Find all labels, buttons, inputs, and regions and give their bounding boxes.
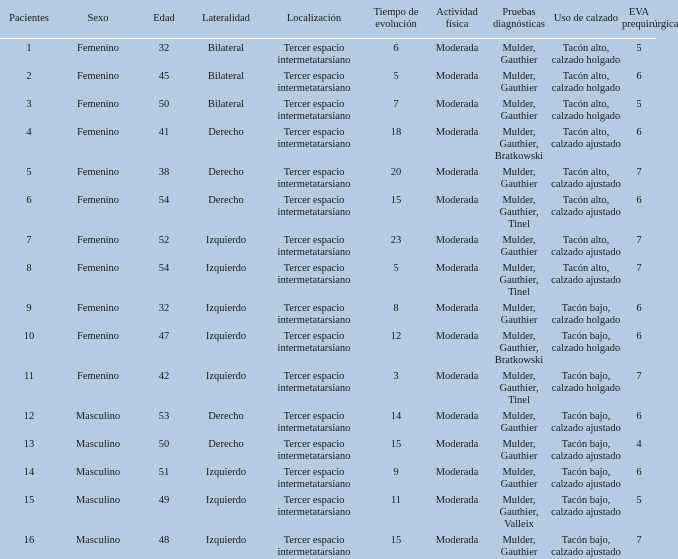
localizacion-line: intermetatarsiano xyxy=(262,507,366,519)
prueba-line: Gauthier xyxy=(488,55,550,67)
table-row xyxy=(0,95,656,123)
calzado-line: calzado ajustado xyxy=(550,275,622,287)
cell-localizacion xyxy=(262,163,366,191)
cell-paciente: 3 xyxy=(0,95,58,123)
calzado-line: Tacón bajo, xyxy=(550,411,622,423)
table-row xyxy=(0,191,656,231)
cell-lateralidad: Izquierdo xyxy=(190,531,262,559)
calzado-line: Tacón alto, xyxy=(550,99,622,111)
cell-edad: 52 xyxy=(138,231,190,259)
cell-calzado xyxy=(550,407,622,435)
cell-tiempo: 14 xyxy=(366,407,426,435)
prueba-line: Gauthier xyxy=(488,479,550,491)
localizacion-line: intermetatarsiano xyxy=(262,207,366,219)
table-row xyxy=(0,163,656,191)
calzado-line: Tacón alto, xyxy=(550,43,622,55)
cell-calzado xyxy=(550,123,622,163)
prueba-line: Mulder, xyxy=(488,467,550,479)
cell-actividad: Moderada xyxy=(426,231,488,259)
cell-tiempo: 15 xyxy=(366,435,426,463)
table-row xyxy=(0,435,656,463)
cell-pruebas xyxy=(488,299,550,327)
localizacion-line: Tercer espacio xyxy=(262,99,366,111)
calzado-line: Tacón alto, xyxy=(550,71,622,83)
calzado-line: Tacón alto, xyxy=(550,235,622,247)
localizacion-line: intermetatarsiano xyxy=(262,383,366,395)
cell-localizacion xyxy=(262,95,366,123)
table-body xyxy=(0,39,656,559)
prueba-line: Gauthier, xyxy=(488,343,550,355)
prueba-line: Gauthier, Tinel xyxy=(488,275,550,299)
cell-paciente: 5 xyxy=(0,163,58,191)
cell-eva: 6 xyxy=(622,123,656,163)
localizacion-line: Tercer espacio xyxy=(262,371,366,383)
cell-paciente: 16 xyxy=(0,531,58,559)
table-row xyxy=(0,407,656,435)
header-sexo: Sexo xyxy=(58,0,138,39)
cell-calzado xyxy=(550,67,622,95)
cell-lateralidad: Derecho xyxy=(190,407,262,435)
cell-localizacion xyxy=(262,191,366,231)
cell-calzado xyxy=(550,491,622,531)
cell-pruebas xyxy=(488,191,550,231)
table-row xyxy=(0,299,656,327)
prueba-line: Mulder, xyxy=(488,535,550,547)
cell-eva: 7 xyxy=(622,531,656,559)
cell-calzado xyxy=(550,95,622,123)
cell-eva: 7 xyxy=(622,367,656,407)
table-row xyxy=(0,231,656,259)
cell-paciente: 4 xyxy=(0,123,58,163)
cell-localizacion xyxy=(262,259,366,299)
cell-edad: 42 xyxy=(138,367,190,407)
cell-paciente: 11 xyxy=(0,367,58,407)
cell-edad: 32 xyxy=(138,299,190,327)
cell-pruebas xyxy=(488,491,550,531)
prueba-line: Valleix xyxy=(488,519,550,531)
calzado-line: calzado ajustado xyxy=(550,423,622,435)
cell-edad: 45 xyxy=(138,67,190,95)
cell-edad: 49 xyxy=(138,491,190,531)
localizacion-line: Tercer espacio xyxy=(262,43,366,55)
cell-actividad: Moderada xyxy=(426,67,488,95)
cell-paciente: 2 xyxy=(0,67,58,95)
cell-tiempo: 11 xyxy=(366,491,426,531)
prueba-line: Mulder, xyxy=(488,371,550,383)
cell-tiempo: 23 xyxy=(366,231,426,259)
cell-lateralidad: Izquierdo xyxy=(190,231,262,259)
localizacion-line: intermetatarsiano xyxy=(262,423,366,435)
localizacion-line: Tercer espacio xyxy=(262,439,366,451)
cell-tiempo: 15 xyxy=(366,531,426,559)
cell-calzado xyxy=(550,367,622,407)
calzado-line: calzado holgado xyxy=(550,83,622,95)
cell-sexo: Femenino xyxy=(58,95,138,123)
localizacion-line: Tercer espacio xyxy=(262,303,366,315)
cell-sexo: Femenino xyxy=(58,67,138,95)
header-uso-calzado: Uso de calzado xyxy=(550,0,622,39)
cell-eva: 5 xyxy=(622,39,656,68)
cell-tiempo: 18 xyxy=(366,123,426,163)
localizacion-line: intermetatarsiano xyxy=(262,315,366,327)
cell-sexo: Femenino xyxy=(58,39,138,68)
calzado-line: calzado ajustado xyxy=(550,451,622,463)
cell-edad: 51 xyxy=(138,463,190,491)
localizacion-line: intermetatarsiano xyxy=(262,451,366,463)
cell-pruebas xyxy=(488,231,550,259)
calzado-line: calzado ajustado xyxy=(550,247,622,259)
localizacion-line: Tercer espacio xyxy=(262,263,366,275)
cell-eva: 5 xyxy=(622,491,656,531)
table-row xyxy=(0,463,656,491)
cell-eva: 6 xyxy=(622,67,656,95)
calzado-line: Tacón bajo, xyxy=(550,371,622,383)
cell-tiempo: 15 xyxy=(366,191,426,231)
cell-sexo: Femenino xyxy=(58,231,138,259)
cell-lateralidad: Derecho xyxy=(190,163,262,191)
calzado-line: calzado ajustado xyxy=(550,207,622,219)
calzado-line: calzado ajustado xyxy=(550,139,622,151)
localizacion-line: intermetatarsiano xyxy=(262,479,366,491)
cell-tiempo: 7 xyxy=(366,95,426,123)
cell-lateralidad: Bilateral xyxy=(190,39,262,68)
prueba-line: Mulder, xyxy=(488,71,550,83)
calzado-line: calzado holgado xyxy=(550,111,622,123)
prueba-line: Gauthier, xyxy=(488,139,550,151)
cell-edad: 54 xyxy=(138,191,190,231)
cell-sexo: Femenino xyxy=(58,163,138,191)
cell-edad: 50 xyxy=(138,435,190,463)
localizacion-line: intermetatarsiano xyxy=(262,343,366,355)
cell-paciente: 9 xyxy=(0,299,58,327)
cell-localizacion xyxy=(262,435,366,463)
calzado-line: calzado ajustado xyxy=(550,179,622,191)
prueba-line: Gauthier xyxy=(488,423,550,435)
localizacion-line: intermetatarsiano xyxy=(262,111,366,123)
cell-sexo: Masculino xyxy=(58,463,138,491)
cell-pruebas xyxy=(488,163,550,191)
cell-sexo: Femenino xyxy=(58,259,138,299)
table-row xyxy=(0,367,656,407)
cell-pruebas xyxy=(488,435,550,463)
cell-tiempo: 5 xyxy=(366,67,426,95)
cell-paciente: 10 xyxy=(0,327,58,367)
cell-edad: 53 xyxy=(138,407,190,435)
calzado-line: Tacón bajo, xyxy=(550,303,622,315)
cell-tiempo: 5 xyxy=(366,259,426,299)
cell-calzado xyxy=(550,39,622,68)
cell-eva: 7 xyxy=(622,163,656,191)
cell-eva: 6 xyxy=(622,299,656,327)
cell-actividad: Moderada xyxy=(426,531,488,559)
calzado-line: calzado holgado xyxy=(550,343,622,355)
header-edad: Edad xyxy=(138,0,190,39)
cell-sexo: Femenino xyxy=(58,367,138,407)
cell-calzado xyxy=(550,463,622,491)
cell-pruebas xyxy=(488,95,550,123)
header-lateralidad: Lateralidad xyxy=(190,0,262,39)
calzado-line: Tacón bajo, xyxy=(550,467,622,479)
localizacion-line: intermetatarsiano xyxy=(262,179,366,191)
cell-lateralidad: Izquierdo xyxy=(190,367,262,407)
header-tiempo-evolucion: Tiempo de evolución xyxy=(366,0,426,39)
prueba-line: Mulder, xyxy=(488,495,550,507)
calzado-line: Tacón bajo, xyxy=(550,535,622,547)
localizacion-line: Tercer espacio xyxy=(262,495,366,507)
cell-eva: 4 xyxy=(622,435,656,463)
cell-pruebas xyxy=(488,407,550,435)
cell-localizacion xyxy=(262,531,366,559)
cell-lateralidad: Derecho xyxy=(190,123,262,163)
cell-actividad: Moderada xyxy=(426,39,488,68)
cell-localizacion xyxy=(262,463,366,491)
prueba-line: Mulder, xyxy=(488,127,550,139)
prueba-line: Mulder, xyxy=(488,331,550,343)
localizacion-line: Tercer espacio xyxy=(262,167,366,179)
cell-sexo: Femenino xyxy=(58,191,138,231)
calzado-line: calzado holgado xyxy=(550,55,622,67)
cell-eva: 6 xyxy=(622,327,656,367)
prueba-line: Gauthier xyxy=(488,83,550,95)
calzado-line: calzado holgado xyxy=(550,315,622,327)
prueba-line: Mulder, xyxy=(488,439,550,451)
table-row xyxy=(0,67,656,95)
localizacion-line: intermetatarsiano xyxy=(262,139,366,151)
cell-eva: 5 xyxy=(622,95,656,123)
cell-calzado xyxy=(550,435,622,463)
cell-lateralidad: Derecho xyxy=(190,191,262,231)
cell-paciente: 14 xyxy=(0,463,58,491)
localizacion-line: intermetatarsiano xyxy=(262,547,366,559)
localizacion-line: Tercer espacio xyxy=(262,467,366,479)
cell-edad: 38 xyxy=(138,163,190,191)
cell-calzado xyxy=(550,259,622,299)
calzado-line: calzado ajustado xyxy=(550,507,622,519)
cell-lateralidad: Izquierdo xyxy=(190,299,262,327)
cell-actividad: Moderada xyxy=(426,95,488,123)
table-row xyxy=(0,259,656,299)
calzado-line: calzado ajustado xyxy=(550,547,622,559)
table-row xyxy=(0,491,656,531)
localizacion-line: Tercer espacio xyxy=(262,411,366,423)
cell-localizacion xyxy=(262,123,366,163)
cell-localizacion xyxy=(262,407,366,435)
cell-pruebas xyxy=(488,123,550,163)
table-row xyxy=(0,531,656,559)
cell-localizacion xyxy=(262,327,366,367)
prueba-line: Gauthier, Tinel xyxy=(488,207,550,231)
cell-localizacion xyxy=(262,367,366,407)
header-pruebas-diagnosticas: Pruebas diagnósticas xyxy=(488,0,550,39)
cell-sexo: Femenino xyxy=(58,327,138,367)
cell-pruebas xyxy=(488,39,550,68)
cell-sexo: Femenino xyxy=(58,123,138,163)
header-row xyxy=(0,0,656,39)
cell-edad: 47 xyxy=(138,327,190,367)
cell-paciente: 12 xyxy=(0,407,58,435)
cell-calzado xyxy=(550,231,622,259)
cell-lateralidad: Derecho xyxy=(190,435,262,463)
cell-tiempo: 3 xyxy=(366,367,426,407)
cell-eva: 6 xyxy=(622,191,656,231)
cell-edad: 41 xyxy=(138,123,190,163)
prueba-line: Mulder, xyxy=(488,263,550,275)
cell-sexo: Masculino xyxy=(58,491,138,531)
cell-calzado xyxy=(550,531,622,559)
cell-actividad: Moderada xyxy=(426,163,488,191)
prueba-line: Gauthier, Tinel xyxy=(488,383,550,407)
header-localizacion: Localización xyxy=(262,0,366,39)
table-row xyxy=(0,123,656,163)
cell-lateralidad: Izquierdo xyxy=(190,463,262,491)
calzado-line: Tacón bajo, xyxy=(550,495,622,507)
cell-lateralidad: Bilateral xyxy=(190,67,262,95)
cell-tiempo: 9 xyxy=(366,463,426,491)
cell-calzado xyxy=(550,327,622,367)
cell-actividad: Moderada xyxy=(426,123,488,163)
cell-actividad: Moderada xyxy=(426,463,488,491)
prueba-line: Gauthier xyxy=(488,111,550,123)
prueba-line: Mulder, xyxy=(488,43,550,55)
cell-actividad: Moderada xyxy=(426,327,488,367)
localizacion-line: intermetatarsiano xyxy=(262,83,366,95)
cell-pruebas xyxy=(488,259,550,299)
cell-pruebas xyxy=(488,463,550,491)
cell-tiempo: 8 xyxy=(366,299,426,327)
prueba-line: Mulder, xyxy=(488,411,550,423)
cell-sexo: Masculino xyxy=(58,531,138,559)
localizacion-line: intermetatarsiano xyxy=(262,247,366,259)
prueba-line: Gauthier xyxy=(488,179,550,191)
localizacion-line: Tercer espacio xyxy=(262,535,366,547)
cell-calzado xyxy=(550,299,622,327)
localizacion-line: Tercer espacio xyxy=(262,195,366,207)
cell-sexo: Masculino xyxy=(58,435,138,463)
prueba-line: Mulder, xyxy=(488,235,550,247)
cell-pruebas xyxy=(488,367,550,407)
cell-actividad: Moderada xyxy=(426,491,488,531)
localizacion-line: intermetatarsiano xyxy=(262,275,366,287)
cell-lateralidad: Bilateral xyxy=(190,95,262,123)
cell-localizacion xyxy=(262,299,366,327)
cell-tiempo: 20 xyxy=(366,163,426,191)
calzado-line: Tacón alto, xyxy=(550,263,622,275)
header-actividad-fisica: Actividad física xyxy=(426,0,488,39)
cell-lateralidad: Izquierdo xyxy=(190,327,262,367)
cell-pruebas xyxy=(488,531,550,559)
cell-eva: 7 xyxy=(622,231,656,259)
cell-sexo: Masculino xyxy=(58,407,138,435)
localizacion-line: Tercer espacio xyxy=(262,71,366,83)
prueba-line: Bratkowski xyxy=(488,355,550,367)
cell-eva: 7 xyxy=(622,259,656,299)
table-row xyxy=(0,39,656,68)
cell-lateralidad: Izquierdo xyxy=(190,259,262,299)
prueba-line: Gauthier xyxy=(488,315,550,327)
cell-calzado xyxy=(550,191,622,231)
cell-edad: 48 xyxy=(138,531,190,559)
cell-tiempo: 6 xyxy=(366,39,426,68)
prueba-line: Mulder, xyxy=(488,303,550,315)
prueba-line: Mulder, xyxy=(488,99,550,111)
calzado-line: Tacón alto, xyxy=(550,167,622,179)
cell-edad: 32 xyxy=(138,39,190,68)
cell-calzado xyxy=(550,163,622,191)
cell-localizacion xyxy=(262,67,366,95)
cell-lateralidad: Izquierdo xyxy=(190,491,262,531)
localizacion-line: Tercer espacio xyxy=(262,331,366,343)
cell-localizacion xyxy=(262,491,366,531)
header-eva-prequirurgica: EVA prequirúrgica xyxy=(622,0,656,39)
cell-localizacion xyxy=(262,231,366,259)
prueba-line: Mulder, xyxy=(488,167,550,179)
prueba-line: Gauthier xyxy=(488,247,550,259)
cell-actividad: Moderada xyxy=(426,299,488,327)
prueba-line: Gauthier, xyxy=(488,507,550,519)
cell-paciente: 13 xyxy=(0,435,58,463)
calzado-line: Tacón bajo, xyxy=(550,331,622,343)
localizacion-line: Tercer espacio xyxy=(262,235,366,247)
cell-paciente: 15 xyxy=(0,491,58,531)
prueba-line: Gauthier xyxy=(488,451,550,463)
cell-eva: 6 xyxy=(622,407,656,435)
prueba-line: Gauthier xyxy=(488,547,550,559)
cell-paciente: 6 xyxy=(0,191,58,231)
calzado-line: Tacón bajo, xyxy=(550,439,622,451)
cell-pruebas xyxy=(488,67,550,95)
localizacion-line: Tercer espacio xyxy=(262,127,366,139)
cell-sexo: Femenino xyxy=(58,299,138,327)
header-pacientes: Pacientes xyxy=(0,0,58,39)
cell-actividad: Moderada xyxy=(426,191,488,231)
calzado-line: Tacón alto, xyxy=(550,195,622,207)
cell-paciente: 1 xyxy=(0,39,58,68)
calzado-line: calzado holgado xyxy=(550,383,622,395)
calzado-line: Tacón alto, xyxy=(550,127,622,139)
cell-edad: 54 xyxy=(138,259,190,299)
cell-tiempo: 12 xyxy=(366,327,426,367)
table-row xyxy=(0,327,656,367)
cell-actividad: Moderada xyxy=(426,367,488,407)
prueba-line: Bratkowski xyxy=(488,151,550,163)
cell-pruebas xyxy=(488,327,550,367)
cell-paciente: 8 xyxy=(0,259,58,299)
localizacion-line: intermetatarsiano xyxy=(262,55,366,67)
cell-actividad: Moderada xyxy=(426,407,488,435)
cell-localizacion xyxy=(262,39,366,68)
cell-actividad: Moderada xyxy=(426,259,488,299)
cell-actividad: Moderada xyxy=(426,435,488,463)
prueba-line: Mulder, xyxy=(488,195,550,207)
calzado-line: calzado ajustado xyxy=(550,479,622,491)
cell-edad: 50 xyxy=(138,95,190,123)
cell-eva: 6 xyxy=(622,463,656,491)
cell-paciente: 7 xyxy=(0,231,58,259)
